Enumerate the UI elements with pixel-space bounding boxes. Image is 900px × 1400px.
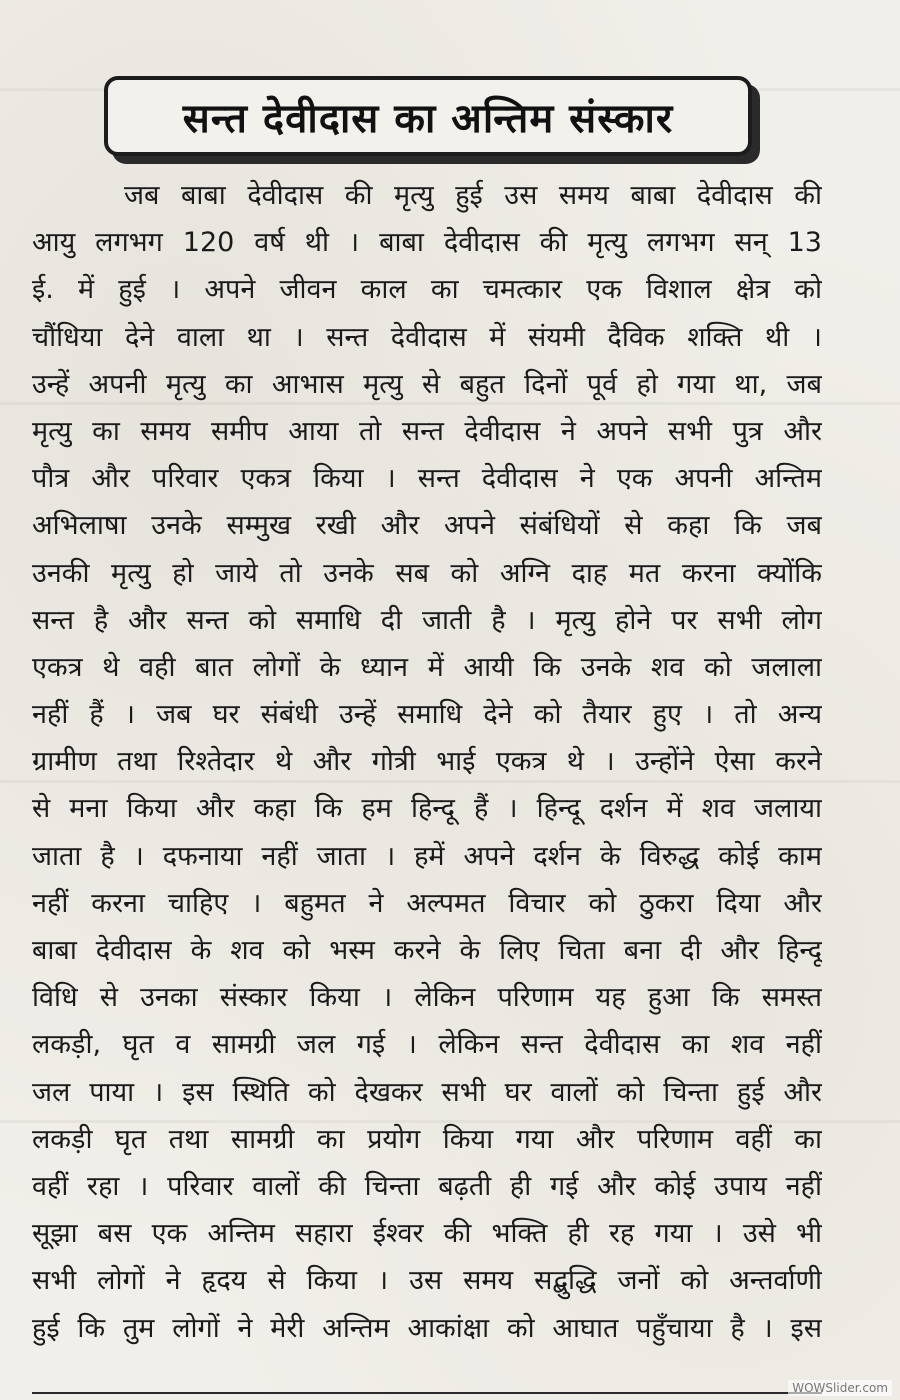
watermark: WOWSlider.com xyxy=(788,1380,892,1396)
text-line: चौंधिया देने वाला था । सन्त देवीदास में संयमी दैविक शक्ति थी । xyxy=(32,321,822,353)
text-line: आयु लगभग 120 वर्ष थी । बाबा देवीदास की मृत्यु लगभग सन् 13 xyxy=(32,227,822,259)
text-line: पौत्र और परिवार एकत्र किया । सन्त देवीदास ने एक अपनी अन्तिम xyxy=(32,463,822,495)
bottom-rule xyxy=(32,1392,822,1394)
text-line: जाता है । दफनाया नहीं जाता । हमें अपने दर्शन के विरुद्ध कोई काम xyxy=(32,840,822,872)
text-line: लकड़ी, घृत व सामग्री जल गई । लेकिन सन्त देवीदास का शव नहीं xyxy=(32,1029,822,1061)
text-line: वहीं रहा । परिवार वालों की चिन्ता बढ़ती ही गई और कोई उपाय नहीं xyxy=(32,1170,822,1202)
text-line: नहीं हैं । जब घर संबंधी उन्हें समाधि देने को तैयार हुए । तो अन्य xyxy=(32,699,822,731)
text-line: उन्हें अपनी मृत्यु का आभास मृत्यु से बहुत दिनों पूर्व हो गया था, जब xyxy=(32,368,822,400)
text-line: ई. में हुई । अपने जीवन काल का चमत्कार एक विशाल क्षेत्र को xyxy=(32,274,822,306)
text-line: एकत्र थे वही बात लोगों के ध्यान में आयी कि उनके शव को जलाला xyxy=(32,651,822,683)
text-line: अभिलाषा उनके सम्मुख रखी और अपने संबंधियों से कहा कि जब xyxy=(32,510,822,542)
text-line: जब बाबा देवीदास की मृत्यु हुई उस समय बाबा देवीदास की xyxy=(124,180,822,211)
text-line: मृत्यु का समय समीप आया तो सन्त देवीदास ने अपने सभी पुत्र और xyxy=(32,415,822,447)
text-line: सूझा बस एक अन्तिम सहारा ईश्वर की भक्ति ही रह गया । उसे भी xyxy=(32,1218,822,1250)
text-line: विधि से उनका संस्कार किया । लेकिन परिणाम यह हुआ कि समस्त xyxy=(32,982,822,1014)
text-line: लकड़ी घृत तथा सामग्री का प्रयोग किया गया और परिणाम वहीं का xyxy=(32,1123,822,1155)
text-line: सन्त है और सन्त को समाधि दी जाती है । मृत्यु होने पर सभी लोग xyxy=(32,604,822,636)
text-line: बाबा देवीदास के शव को भस्म करने के लिए चिता बना दी और हिन्दू xyxy=(32,935,822,966)
text-line: नहीं करना चाहिए । बहुमत ने अल्पमत विचार को ठुकरा दिया और xyxy=(32,887,822,919)
title-box xyxy=(104,76,752,156)
page-title: सन्त देवीदास का अन्तिम संस्कार xyxy=(182,95,674,142)
text-line: ग्रामीण तथा रिश्तेदार थे और गोत्री भाई एकत्र थे । उन्होंने ऐसा करने xyxy=(32,746,822,778)
text-line: से मना किया और कहा कि हम हिन्दू हैं । हिन्दू दर्शन में शव जलाया xyxy=(32,793,822,825)
text-line: उनकी मृत्यु हो जाये तो उनके सब को अग्नि दाह मत करना क्योंकि xyxy=(32,557,822,589)
text-line: हुई कि तुम लोगों ने मेरी अन्तिम आकांक्षा को आघात पहुँचाया है । इस xyxy=(32,1312,822,1344)
body-paragraph xyxy=(32,172,822,1352)
text-line: जल पाया । इस स्थिति को देखकर सभी घर वालों को चिन्ता हुई और xyxy=(32,1076,822,1108)
text-line: सभी लोगों ने हृदय से किया । उस समय सद्बुद्धि जनों को अन्तर्वाणी xyxy=(32,1265,822,1297)
